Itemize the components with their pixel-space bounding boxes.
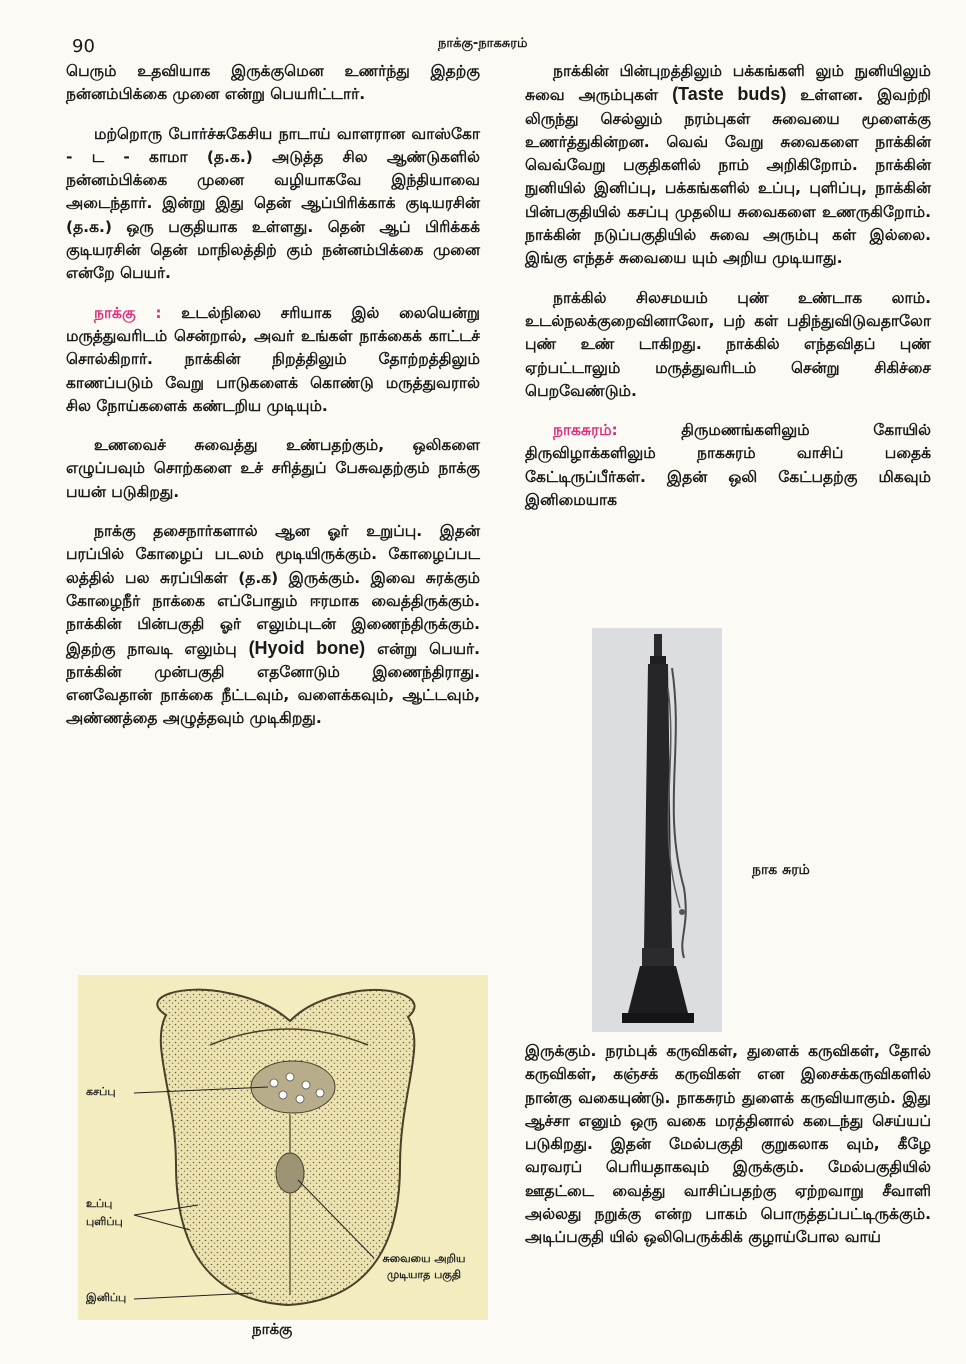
paragraph-text: திருமணங்களிலும் கோயில் திருவிழாக்களிலும் நாகசுரம் வாசிப் பதைக் கேட்டிருப்பீர்கள். இதன் ஒலி கேட்பதற்கு மிகவும் இனிமையாக [525, 421, 931, 510]
paragraph-text: நாக்கு தசைநார்களால் ஆன ஓர் உறுப்பு. இதன் பரப்பில் கோழைப் படலம் மூடியிருக்கும். கோழைப்பட லத்தில் பல சுரப்பிகள் (த.க) இருக்கும். இவை சுரக்கும் கோழைநீர் நாக்கை எப்போதும் ஈரமாக வைத்திருக்கும். நாக்கின் பின்பகுதி ஓர் எலும்புடன் இணைந்திருக்கும். இதற்கு நாவடி எலும்பு [66, 522, 480, 658]
paragraph [525, 419, 931, 512]
label-sweet: இனிப்பு [86, 1291, 127, 1304]
nagaswaram-illustration [592, 628, 722, 1032]
paragraph-text: உடல்நிலை சரியாக இல் லையென்று மருத்துவரிடம் சென்றால், அவர் உங்கள் நாக்கைக் காட்டச் சொல்கிறார். நாக்கின் நிறத்திலும் தோற்றத்திலும் காணப்படும் வேறு பாடுகளைக் கொண்டு மருத்துவரால் சில நோய்களைக் கண்டறிய முடியும். [66, 303, 480, 415]
right-column [525, 60, 931, 528]
label-no-taste: சுவையை அறிய முடியாத பகுதி [382, 1252, 466, 1281]
paragraph-text: உள்ளன. இவற்றி லிருந்து செல்லும் நரம்புகள் சுவையை மூளைக்கு உணர்த்துகின்றன. வெவ் வேறு சுவைகளை நாக்கின் வெவ்வேறு பகுதிகளில் நாம் அறிகிறோம். நாக்கின் நுனியில் இனிப்பு, பக்கங்களில் உப்பு, புளிப்பு, நாக்கின் பின்பகுதியில் கசப்பு முதலிய சுவைகளை உணருகிறோம். நாக்கின் நடுப்பகுதியில் சுவை அரும்பு கள் இல்லை. இங்கு எந்தச் சுவையை யும் அறிய முடியாது. [525, 86, 932, 268]
tongue-caption: நாக்கு [252, 1320, 293, 1338]
paragraph [525, 60, 931, 271]
paragraph-text: என்று பெயர். நாக்கின் முன்பகுதி எதனோடும் இணைந்திராது. எனவேதான் நாக்கை நீட்டவும், வளைக்கவும், ஆட்டவும், அண்ணத்தை அழுத்தவும் முடிகிறது. [66, 639, 480, 728]
label-bitter: கசப்பு [86, 1085, 116, 1098]
nagaswaram-photo [592, 628, 722, 1032]
paragraph: உணவைச் சுவைத்து உண்பதற்கும், ஒலிகளை எழுப்பவும் சொற்களை உச் சரித்துப் பேசுவதற்கும் நாக்கு பயன் படுகிறது. [66, 436, 480, 501]
paragraph: நாக்கில் சிலசமயம் புண் உண்டாக லாம். உடல்நலக்குறைவினாலோ, பற் கள் பதிந்துவிடுவதாலோ புண் உண் டாகிறது. நாக்கில் எந்தவிதப் புண் ஏற்பட்டாலும் மருத்துவரிடம் சென்று சிகிச்சை பெறவேண்டும். [525, 288, 931, 400]
paragraph: மற்றொரு போர்ச்சுகேசிய நாடாய் வாளரான வாஸ்கோ - ட - காமா (த.க.) அடுத்த சில ஆண்டுகளில் நன்னம்பிக்கை முனை வழியாகவே இந்தியாவை அடைந்தார். இன்று இது தென் ஆப்பிரிக்காக் குடியரசின் (த.க.) ஒரு பகுதியாக உள்ளது. தென் ஆப் பிரிக்கக் குடியரசின் தென் மாநிலத்திற் கும் நன்னம்பிக்கை முனை என்றே பெயர். [66, 124, 480, 283]
left-column [66, 60, 480, 747]
nagaswaram-caption: நாக சுரம் [752, 862, 810, 878]
tongue-diagram [78, 975, 488, 1320]
paragraph-text: நாக்கின் பின்புறத்திலும் பக்கங்களி லும் நுனியிலும் சுவை அரும்புகள் [525, 62, 931, 105]
paragraph [66, 302, 480, 418]
paragraph: பெரும் உதவியாக இருக்குமென உணர்ந்து இதற்கு நன்னம்பிக்கை முனை என்று பெயரிட்டார். [66, 62, 480, 104]
latin-term: (Hyoid bone) [248, 637, 366, 658]
running-head: நாக்கு-நாகசுரம் [438, 36, 528, 51]
label-salt: உப்பு [86, 1197, 113, 1210]
entry-term: நாக்கு : [94, 303, 162, 322]
page-number: 90 [72, 36, 95, 57]
right-column-continued [525, 1040, 931, 1266]
latin-term: (Taste buds) [672, 84, 787, 105]
label-sour: புளிப்பு [86, 1215, 123, 1228]
entry-term: நாகசுரம்: [553, 421, 618, 440]
paragraph [66, 520, 480, 731]
paragraph: இருக்கும். நரம்புக் கருவிகள், துளைக் கருவிகள், தோல் கருவிகள், கஞ்சக் கருவிகள் என இசைக்கருவிகளில் நான்கு வகையுண்டு. நாகசுரம் துளைக் கருவியாகும். இது ஆச்சா எனும் ஒரு வகை மரத்தினால் கடைந்து செய்யப் படுகிறது. இதன் மேல்பகுதி குறுகலாக வும், கீழே வரவரப் பெரியதாகவும் இருக்கும். மேல்பகுதியில் ஊதட்டை வைத்து வாசிப்பதற்கு ஏற்றவாறு சீவாளி அல்லது நறுக்கு என்ற பாகம் பொருத்தப்பட்டிருக்கும். அடிப்பகுதி யில் ஒலிபெருக்கிக் குழாய்போல வாய் [525, 1042, 931, 1247]
